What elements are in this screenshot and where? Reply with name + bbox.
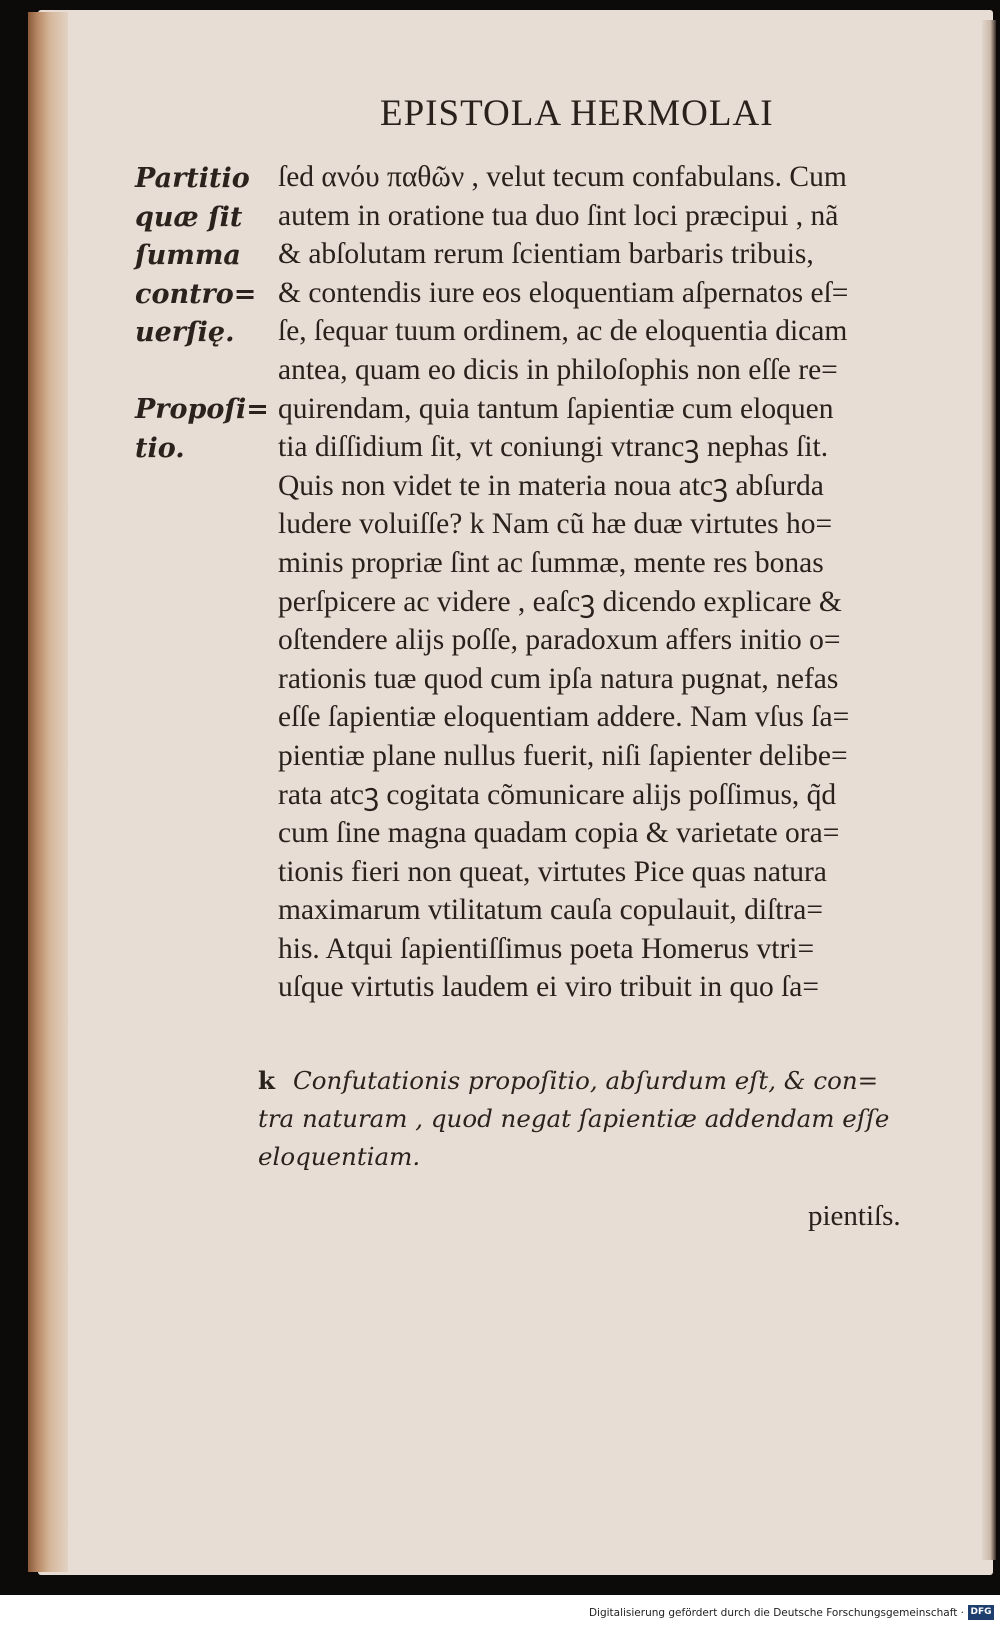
catchword: pientiſs. — [808, 1200, 901, 1232]
margin-note-line: uerſię. — [135, 317, 235, 348]
text-line: maximarum vtilitatum cauſa copulauit, diſtra= — [278, 894, 824, 927]
running-head: EPISTOLA HERMOLAI — [380, 93, 774, 134]
main-text-block — [278, 158, 938, 1007]
digitization-footer — [0, 1595, 1000, 1638]
footnote-line: tra naturam , quod negat ſapientiæ addendam eſſe — [258, 1104, 890, 1133]
margin-note-line: contro= — [135, 278, 257, 310]
text-line: ludere voluiſſe? k Nam cũ hæ duæ virtutes ho= — [278, 508, 833, 541]
text-line: rationis tuæ quod cum ipſa natura pugnat, nefas — [278, 662, 839, 695]
text-line: & abſolutam rerum ſcientiam barbaris tribuis, — [278, 238, 814, 271]
text-line: uſque virtutis laudem ei viro tribuit in quo ſa= — [278, 971, 819, 1004]
text-line: rata atcꝫ cogitata cõmunicare alijs poſſimus, q̃d — [278, 778, 837, 811]
text-line: oſtendere alijs poſſe, paradoxum affers initio o= — [278, 624, 841, 657]
footnote-line: eloquentiam. — [258, 1142, 421, 1171]
text-line: pientiæ plane nullus fuerit, niſi ſapienter delibe= — [278, 739, 848, 772]
dfg-logo: DFG — [968, 1605, 994, 1620]
margin-note-line: tio. — [135, 432, 185, 464]
margin-note-line: ſumma — [135, 240, 241, 271]
margin-note-line — [135, 353, 265, 392]
text-line: cum ſine magna quadam copia & varietate ora= — [278, 817, 840, 850]
footnote-block — [258, 1062, 948, 1176]
footnote-line — [258, 1062, 948, 1100]
text-line: quirendam, quia tantum ſapientiæ cum eloquen — [278, 392, 834, 425]
page-fore-edge — [982, 20, 996, 1560]
funding-credit: Digitalisierung gefördert durch die Deutsche Forschungsgemeinschaft · — [588, 1607, 964, 1619]
text-line: his. Atqui ſapientiſſimus poeta Homerus vtri= — [278, 932, 815, 965]
text-line: tia diſſidium ſit, vt coniungi vtrancꝫ nephas ſit. — [278, 431, 829, 464]
text-line: eſſe ſapientiæ eloquentiam addere. Nam vſus ſa= — [278, 701, 850, 734]
margin-notes — [135, 160, 269, 468]
text-line: perſpicere ac videre , eaſcꝫ dicendo explicare & — [278, 585, 842, 618]
text-line: & contendis iure eos eloquentiam aſpernatos eſ= — [278, 276, 849, 309]
margin-note-line: Propoſi= — [135, 394, 269, 425]
margin-note-line: quæ ſit — [135, 201, 243, 233]
text-line: ſe, ſequar tuum ordinem, ac de eloquentia dicam — [278, 315, 848, 348]
footnote-text: Confutationis propoſitio, abſurdum eſt, & con= — [292, 1066, 879, 1095]
margin-note-line: Partitio — [135, 163, 250, 194]
page-spine-edge — [28, 12, 68, 1572]
text-line: Quis non videt te in materia noua atcꝫ abſurda — [278, 469, 824, 502]
text-line: antea, quam eo dicis in philoſophis non eſſe re= — [278, 353, 838, 386]
text-line: minis propriæ ſint ac ſummæ, mente res bonas — [278, 546, 824, 579]
footnote-mark: k — [258, 1066, 275, 1095]
text-line: ſed ανόυ παθῶν , velut tecum confabulans. Cum — [278, 161, 847, 193]
text-line: tionis fieri non queat, virtutes Pice quas natura — [278, 855, 827, 888]
text-line: autem in oratione tua duo ſint loci præcipui , nã — [278, 199, 839, 232]
